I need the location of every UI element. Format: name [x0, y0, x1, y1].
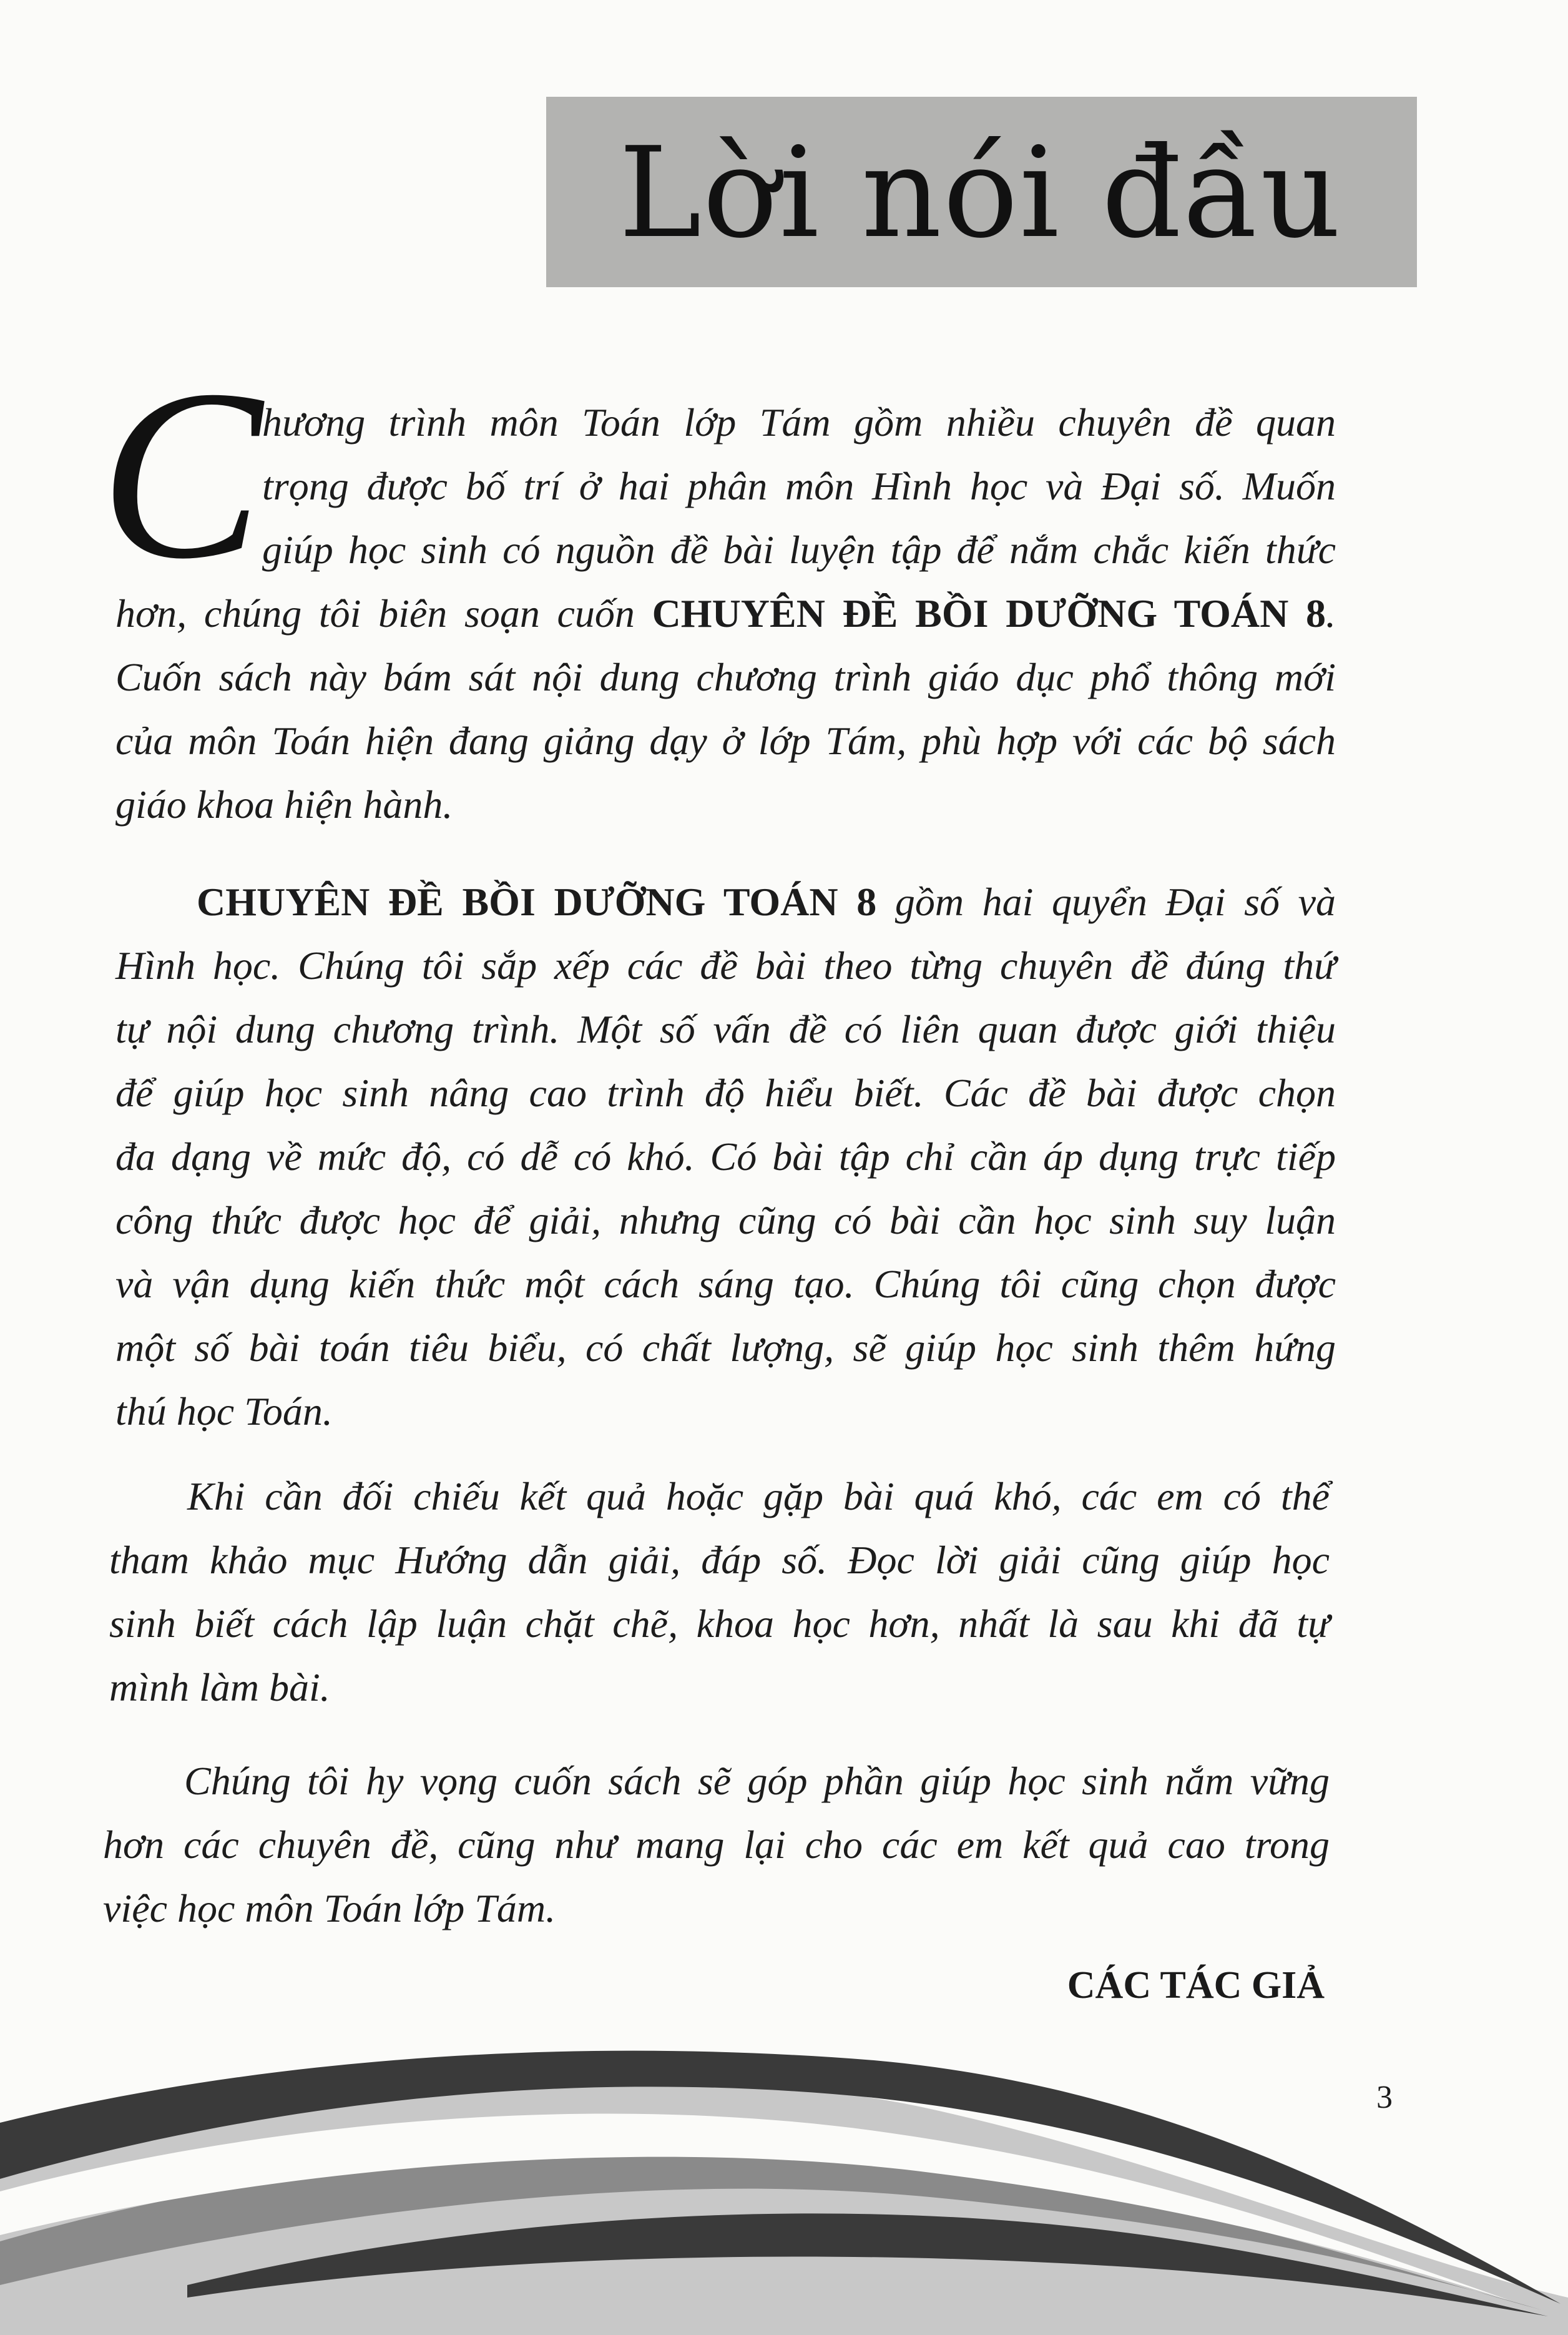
- paragraph-1-line-6: của môn Toán hiện đang giảng dạy ở lớp Tám, phù hợp với các bộ sách: [115, 719, 1336, 763]
- paragraph-2-line-1: [115, 870, 1336, 934]
- decorative-swoosh: [0, 2035, 1568, 2335]
- paragraph-1-line-5: Cuốn sách này bám sát nội dung chương trình giáo dục phổ thông mới: [115, 655, 1336, 699]
- paragraph-4: [103, 1749, 1330, 1940]
- paragraph-2: [115, 870, 1336, 1443]
- paragraph-3-line-1: Khi cần đối chiếu kết quả hoặc gặp bài quá khó, các em có thể: [187, 1474, 1330, 1518]
- paragraph-1-line-7: giáo khoa hiện hành.: [115, 782, 453, 827]
- paragraph-2-line-9: thú học Toán.: [115, 1389, 333, 1433]
- paragraph-3-line-3: sinh biết cách lập luận chặt chẽ, khoa học hơn, nhất là sau khi đã tự: [109, 1601, 1330, 1646]
- paragraph-3: [109, 1465, 1330, 1719]
- page-title: Lời nói đầu: [619, 120, 1342, 266]
- paragraph-1-continued: [115, 582, 1336, 837]
- book-title-bold-2: CHUYÊN ĐỀ BỒI DƯỠNG TOÁN 8: [197, 880, 877, 924]
- paragraph-1-line-4-prefix: hơn, chúng tôi biên soạn cuốn: [115, 591, 652, 636]
- paragraph-2-line-6: công thức được học để giải, nhưng cũng có bài cần học sinh suy luận: [115, 1198, 1336, 1242]
- paragraph-3-line-4: mình làm bài.: [109, 1665, 330, 1709]
- paragraph-2-line-2: Hình học. Chúng tôi sắp xếp các đề bài theo từng chuyên đề đúng thứ: [115, 943, 1336, 988]
- paragraph-4-line-2: hơn các chuyên đề, cũng như mang lại cho các em kết quả cao trong: [103, 1822, 1330, 1867]
- paragraph-4-line-3: việc học môn Toán lớp Tám.: [103, 1886, 556, 1930]
- paragraph-1-indented: [262, 391, 1336, 582]
- drop-cap: C: [100, 340, 263, 609]
- paragraph-1-line-2: trọng được bố trí ở hai phân môn Hình học và Đại số. Muốn: [262, 464, 1336, 508]
- paragraph-4-line-1: Chúng tôi hy vọng cuốn sách sẽ góp phần giúp học sinh nắm vững: [184, 1759, 1330, 1803]
- page-number: 3: [1376, 2080, 1393, 2115]
- book-title-bold: CHUYÊN ĐỀ BỒI DƯỠNG TOÁN 8: [652, 591, 1326, 636]
- paragraph-1-line-1: hương trình môn Toán lớp Tám gồm nhiều chuyên đề quan: [262, 400, 1336, 445]
- paragraph-2-line-3: tự nội dung chương trình. Một số vấn đề có liên quan được giới thiệu: [115, 1007, 1336, 1051]
- paragraph-1-line-3: giúp học sinh có nguồn đề bài luyện tập để nắm chắc kiến thức: [262, 528, 1336, 572]
- paragraph-2-line-1-suffix: gồm hai quyển Đại số và: [876, 880, 1336, 924]
- title-banner: [546, 97, 1417, 287]
- paragraph-2-line-7: và vận dụng kiến thức một cách sáng tạo. Chúng tôi cũng chọn được: [115, 1262, 1336, 1306]
- paragraph-1-line-4: [115, 582, 1336, 646]
- paragraph-3-line-2: tham khảo mục Hướng dẫn giải, đáp số. Đọc lời giải cũng giúp học: [109, 1538, 1330, 1582]
- paragraph-2-line-5: đa dạng về mức độ, có dễ có khó. Có bài tập chỉ cần áp dụng trực tiếp: [115, 1134, 1336, 1179]
- paragraph-2-line-4: để giúp học sinh nâng cao trình độ hiểu biết. Các đề bài được chọn: [115, 1071, 1336, 1115]
- paragraph-1-line-4-suffix: .: [1326, 591, 1336, 636]
- paragraph-2-line-8: một số bài toán tiêu biểu, có chất lượng, sẽ giúp học sinh thêm hứng: [115, 1325, 1336, 1370]
- authors-signature: CÁC TÁC GIẢ: [1067, 1964, 1325, 2007]
